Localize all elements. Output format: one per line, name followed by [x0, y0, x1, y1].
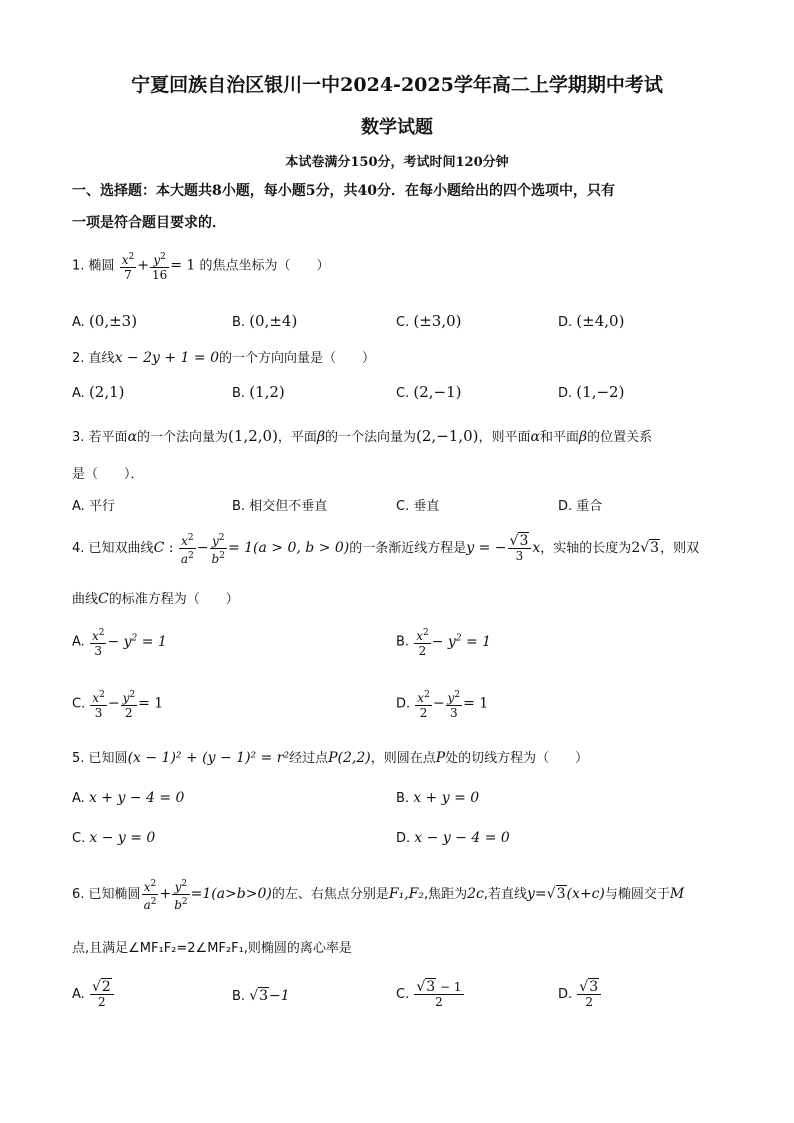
question-2: 2. 直线x − 2y + 1 = 0的一个方向向量是（ ）: [72, 350, 375, 366]
fraction: $\frac{y^2}{b^2}$: [174, 879, 188, 912]
option-b[interactable]: B. (1,2): [232, 383, 285, 401]
option-a[interactable]: A. (0,±3): [72, 312, 138, 330]
question-5: 5. 已知圆(x − 1)² + (y − 1)² = r²经过点P(2,2)，则圆在点P处的切线方程为（ ）: [72, 750, 589, 766]
subject-title: 数学试题: [361, 117, 433, 138]
option-d[interactable]: D. $\frac{x^2}{2}$ − $\frac{y^2}{3}$ = 1: [396, 690, 489, 720]
option-c[interactable]: C. x − y = 0: [72, 830, 156, 846]
option-c[interactable]: C. $\frac{x^2}{3}$ − $\frac{y^2}{2}$ = 1: [72, 690, 164, 720]
option-b[interactable]: B. (0,±4): [232, 312, 298, 330]
fraction: $\frac{√3}{3}$: [508, 534, 532, 563]
option-c[interactable]: C. (±3,0): [396, 312, 462, 330]
option-b[interactable]: B. x + y = 0: [396, 790, 480, 806]
fraction: $\frac{y^2}{16}$: [151, 252, 168, 282]
option-d[interactable]: D. 重合: [558, 499, 603, 514]
question-6-line2: 点,且满足∠MF₁F₂=2∠MF₂F₁,则椭圆的离心率是: [72, 941, 352, 956]
option-d[interactable]: D. (1,−2): [558, 383, 625, 401]
question-text: 椭圆: [88, 258, 115, 274]
equation: x − 2y + 1 = 0: [114, 350, 219, 366]
option-a[interactable]: A. 平行: [72, 499, 115, 514]
fraction: $\frac{y^2}{b^2}$: [211, 533, 225, 566]
section-heading-line2: 一项是符合题目要求的．: [72, 215, 226, 231]
exam-info: 本试卷满分150分，考试时间120分钟: [285, 155, 509, 170]
exam-title: 宁夏回族自治区银川一中2024-2025学年高二上学期期中考试: [131, 74, 663, 96]
option-a[interactable]: A. $\frac{x^2}{3}$ − $y^2 = 1$: [72, 628, 167, 658]
question-6: 6. 已知椭圆 $\frac{x^2}{a^2}$ + $\frac{y^2}{b^2}$ =1(a>b>0)的左、右焦点分别是F₁,F₂,焦距为2c,若直线y=√3(x+c)与椭圆交于M: [72, 879, 685, 912]
question-3: 3. 若平面α的一个法向量为(1,2,0)，平面β的一个法向量为(2,−1,0)，则平面α和平面β的位置关系: [72, 427, 653, 445]
option-b[interactable]: B. 相交但不垂直: [232, 499, 328, 514]
question-text: 的焦点坐标为（ ）: [199, 258, 330, 274]
equation: (x − 1)² + (y − 1)² = r²: [127, 750, 290, 766]
option-c[interactable]: C. 垂直: [396, 499, 440, 514]
fraction: $\frac{x^2}{a^2}$: [180, 533, 194, 566]
question-4: 4. 已知双曲线C : $\frac{x^2}{a^2}$ − $\frac{y^2}{b^2}$ = 1(a > 0, b > 0)的一条渐近线方程是y = − $\frac{√3}{3}$ x，实轴的长度为2√3，则双: [72, 533, 700, 566]
question-4-line2: 曲线C的标准方程为（ ）: [72, 591, 239, 607]
option-b[interactable]: B. √3−1: [232, 988, 290, 1004]
option-d[interactable]: D. $\frac{√3}{2}$: [558, 980, 602, 1009]
section-heading-line1: 一、选择题：本大题共8小题，每小题5分，共40分．在每小题给出的四个选项中，只有: [72, 183, 615, 199]
option-d[interactable]: D. x − y − 4 = 0: [396, 830, 510, 846]
option-a[interactable]: A. $\frac{√2}{2}$: [72, 980, 115, 1009]
question-3-line2: 是（ ）．: [72, 467, 144, 482]
fraction: $\frac{x^2}{a^2}$: [143, 879, 157, 912]
option-b[interactable]: B. $\frac{x^2}{2}$ − $y^2 = 1$: [396, 628, 492, 658]
option-a[interactable]: A. (2,1): [72, 383, 125, 401]
question-number: 1.: [72, 258, 85, 274]
option-a[interactable]: A. x + y − 4 = 0: [72, 790, 185, 806]
question-1: 1. 椭圆 $\frac{x^2}{7}$ + $\frac{y^2}{16}$ = 1 的焦点坐标为（ ）: [72, 252, 330, 282]
option-c[interactable]: C. $\frac{√3 - 1}{2}$: [396, 979, 462, 1009]
option-c[interactable]: C. (2,−1): [396, 383, 462, 401]
fraction: $\frac{x^2}{7}$: [121, 252, 135, 282]
option-d[interactable]: D. (±4,0): [558, 312, 625, 330]
